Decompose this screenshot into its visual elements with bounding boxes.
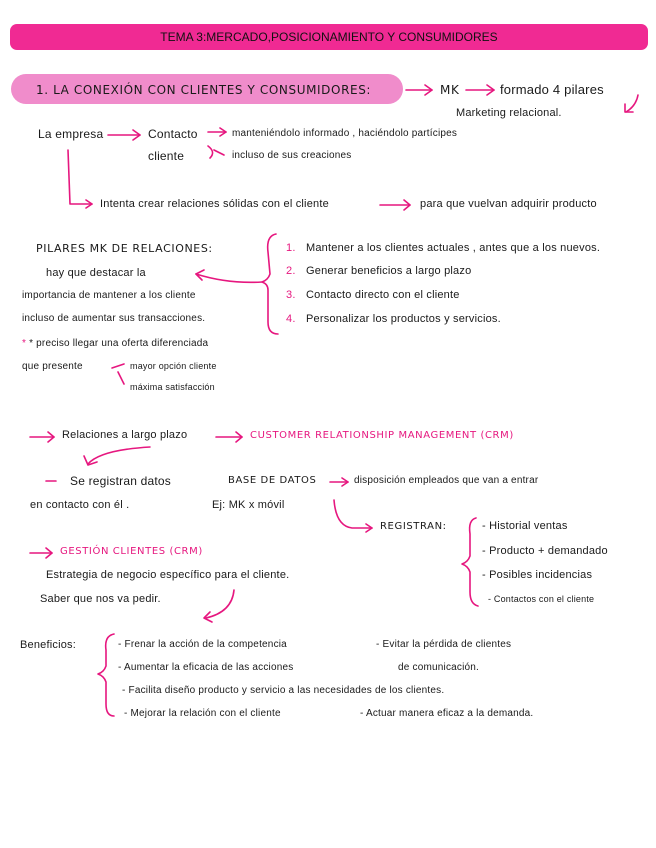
pilar-2-text: Generar beneficios a largo plazo <box>306 265 472 277</box>
saber-pedir: Saber que nos va pedir. <box>40 593 161 605</box>
maxima-satisfaccion: máxima satisfacción <box>130 382 215 392</box>
cliente-label: cliente <box>148 149 185 163</box>
page-title: TEMA 3:MERCADO,POSICIONAMIENTO Y CONSUMIDORES <box>160 30 498 44</box>
registran-bracket <box>462 518 478 606</box>
formado-pilares: formado 4 pilares <box>500 82 604 97</box>
mayor-opcion: mayor opción cliente <box>130 361 217 371</box>
beneficio-4-extra: - Actuar manera eficaz a la demanda. <box>360 708 534 719</box>
beneficio-2-extra: de comunicación. <box>398 662 480 673</box>
para-que-vuelvan: para que vuelvan adquirir producto <box>420 198 597 210</box>
registran-item-2: - Producto + demandado <box>482 545 608 557</box>
dash-connector <box>112 364 124 368</box>
curved-arrow-icon <box>334 500 372 532</box>
relaciones-largo-plazo: Relaciones a largo plazo <box>62 429 188 441</box>
arrow-icon <box>196 270 262 282</box>
pilar-1-text: Mantener a los clientes actuales , antes que a los nuevos. <box>306 242 601 254</box>
arrow-icon <box>108 130 140 140</box>
mantener-informado: manteniéndolo informado , haciéndolo partícipes <box>232 128 458 139</box>
ejemplo-mk-movil: Ej: MK x móvil <box>212 499 285 511</box>
pilares-note-1: * * preciso llegar una oferta diferenciada <box>22 338 209 349</box>
arrow-icon <box>330 478 348 486</box>
disposicion-empleados: disposición empleados que van a entrar <box>354 475 539 486</box>
gestion-clientes-text: GESTIÓN CLIENTES <box>60 546 166 557</box>
curved-arrow-icon <box>204 590 234 622</box>
crm-title: CUSTOMER RELATIONSHIP MANAGEMENT (CRM) <box>250 430 514 441</box>
beneficio-1: - Frenar la acción de la competencia <box>118 639 287 650</box>
pilar-2-num: 2. <box>286 265 296 277</box>
curved-arrow-icon <box>625 95 638 112</box>
registran-item-3: - Posibles incidencias <box>482 569 593 581</box>
beneficios-label: Beneficios: <box>20 639 77 651</box>
pilar-4-num: 4. <box>286 313 296 325</box>
curved-arrow-icon <box>84 447 150 465</box>
pilares-line-1: hay que destacar la <box>46 267 146 279</box>
registran-item-4: - Contactos con el cliente <box>488 594 595 604</box>
beneficios-bracket <box>98 634 114 716</box>
contacto-label: Contacto <box>148 127 198 141</box>
arrow-icon <box>30 548 52 558</box>
arrow-icon <box>466 85 494 95</box>
estrategia-negocio: Estrategia de negocio específico para el cliente. <box>46 569 290 581</box>
pilar-1-num: 1. <box>286 242 296 254</box>
marketing-relacional: Marketing relacional. <box>456 107 562 119</box>
connector-line <box>68 150 92 208</box>
arrow-icon <box>208 128 226 136</box>
registran-item-1: - Historial ventas <box>482 520 568 532</box>
beneficio-1-extra: - Evitar la pérdida de clientes <box>376 639 512 650</box>
intenta-crear: Intenta crear relaciones sólidas con el cliente <box>100 198 329 210</box>
pilares-line-3: incluso de aumentar sus transacciones. <box>22 313 206 324</box>
arrow-icon <box>216 432 242 442</box>
beneficio-2: - Aumentar la eficacia de las acciones <box>118 662 294 673</box>
base-de-datos: BASE DE DATOS <box>228 475 317 486</box>
beneficio-4: - Mejorar la relación con el cliente <box>124 708 281 719</box>
en-contacto: en contacto con él . <box>30 499 130 511</box>
arrow-icon <box>406 85 432 95</box>
section-1-heading: 1. LA CONEXIÓN CON CLIENTES Y CONSUMIDORES: <box>36 83 372 97</box>
pilares-title: PILARES MK DE RELACIONES: <box>36 242 213 255</box>
incluso-creaciones: incluso de sus creaciones <box>232 150 352 161</box>
gestion-crm-tag: (CRM) <box>169 546 203 557</box>
arrow-icon <box>30 432 54 442</box>
registran-label: REGISTRAN: <box>380 521 447 532</box>
pilares-note-2: que presente <box>22 361 83 372</box>
arrow-icon <box>380 200 410 210</box>
arrow-icon <box>208 146 224 158</box>
la-empresa: La empresa <box>38 127 104 141</box>
pilares-bracket <box>262 234 278 334</box>
pilar-3-num: 3. <box>286 289 296 301</box>
pilar-3-text: Contacto directo con el cliente <box>306 289 460 301</box>
pilares-line-2: importancia de mantener a los cliente <box>22 290 196 301</box>
pilar-4-text: Personalizar los productos y servicios. <box>306 313 501 325</box>
beneficio-3: - Facilita diseño producto y servicio a las necesidades de los clientes. <box>122 685 445 696</box>
dash-connector-2 <box>118 372 124 384</box>
mk-label: MK <box>440 83 460 97</box>
pilares-note-1-text: * preciso llegar una oferta diferenciada <box>29 338 209 349</box>
se-registran-datos: Se registran datos <box>70 474 171 488</box>
